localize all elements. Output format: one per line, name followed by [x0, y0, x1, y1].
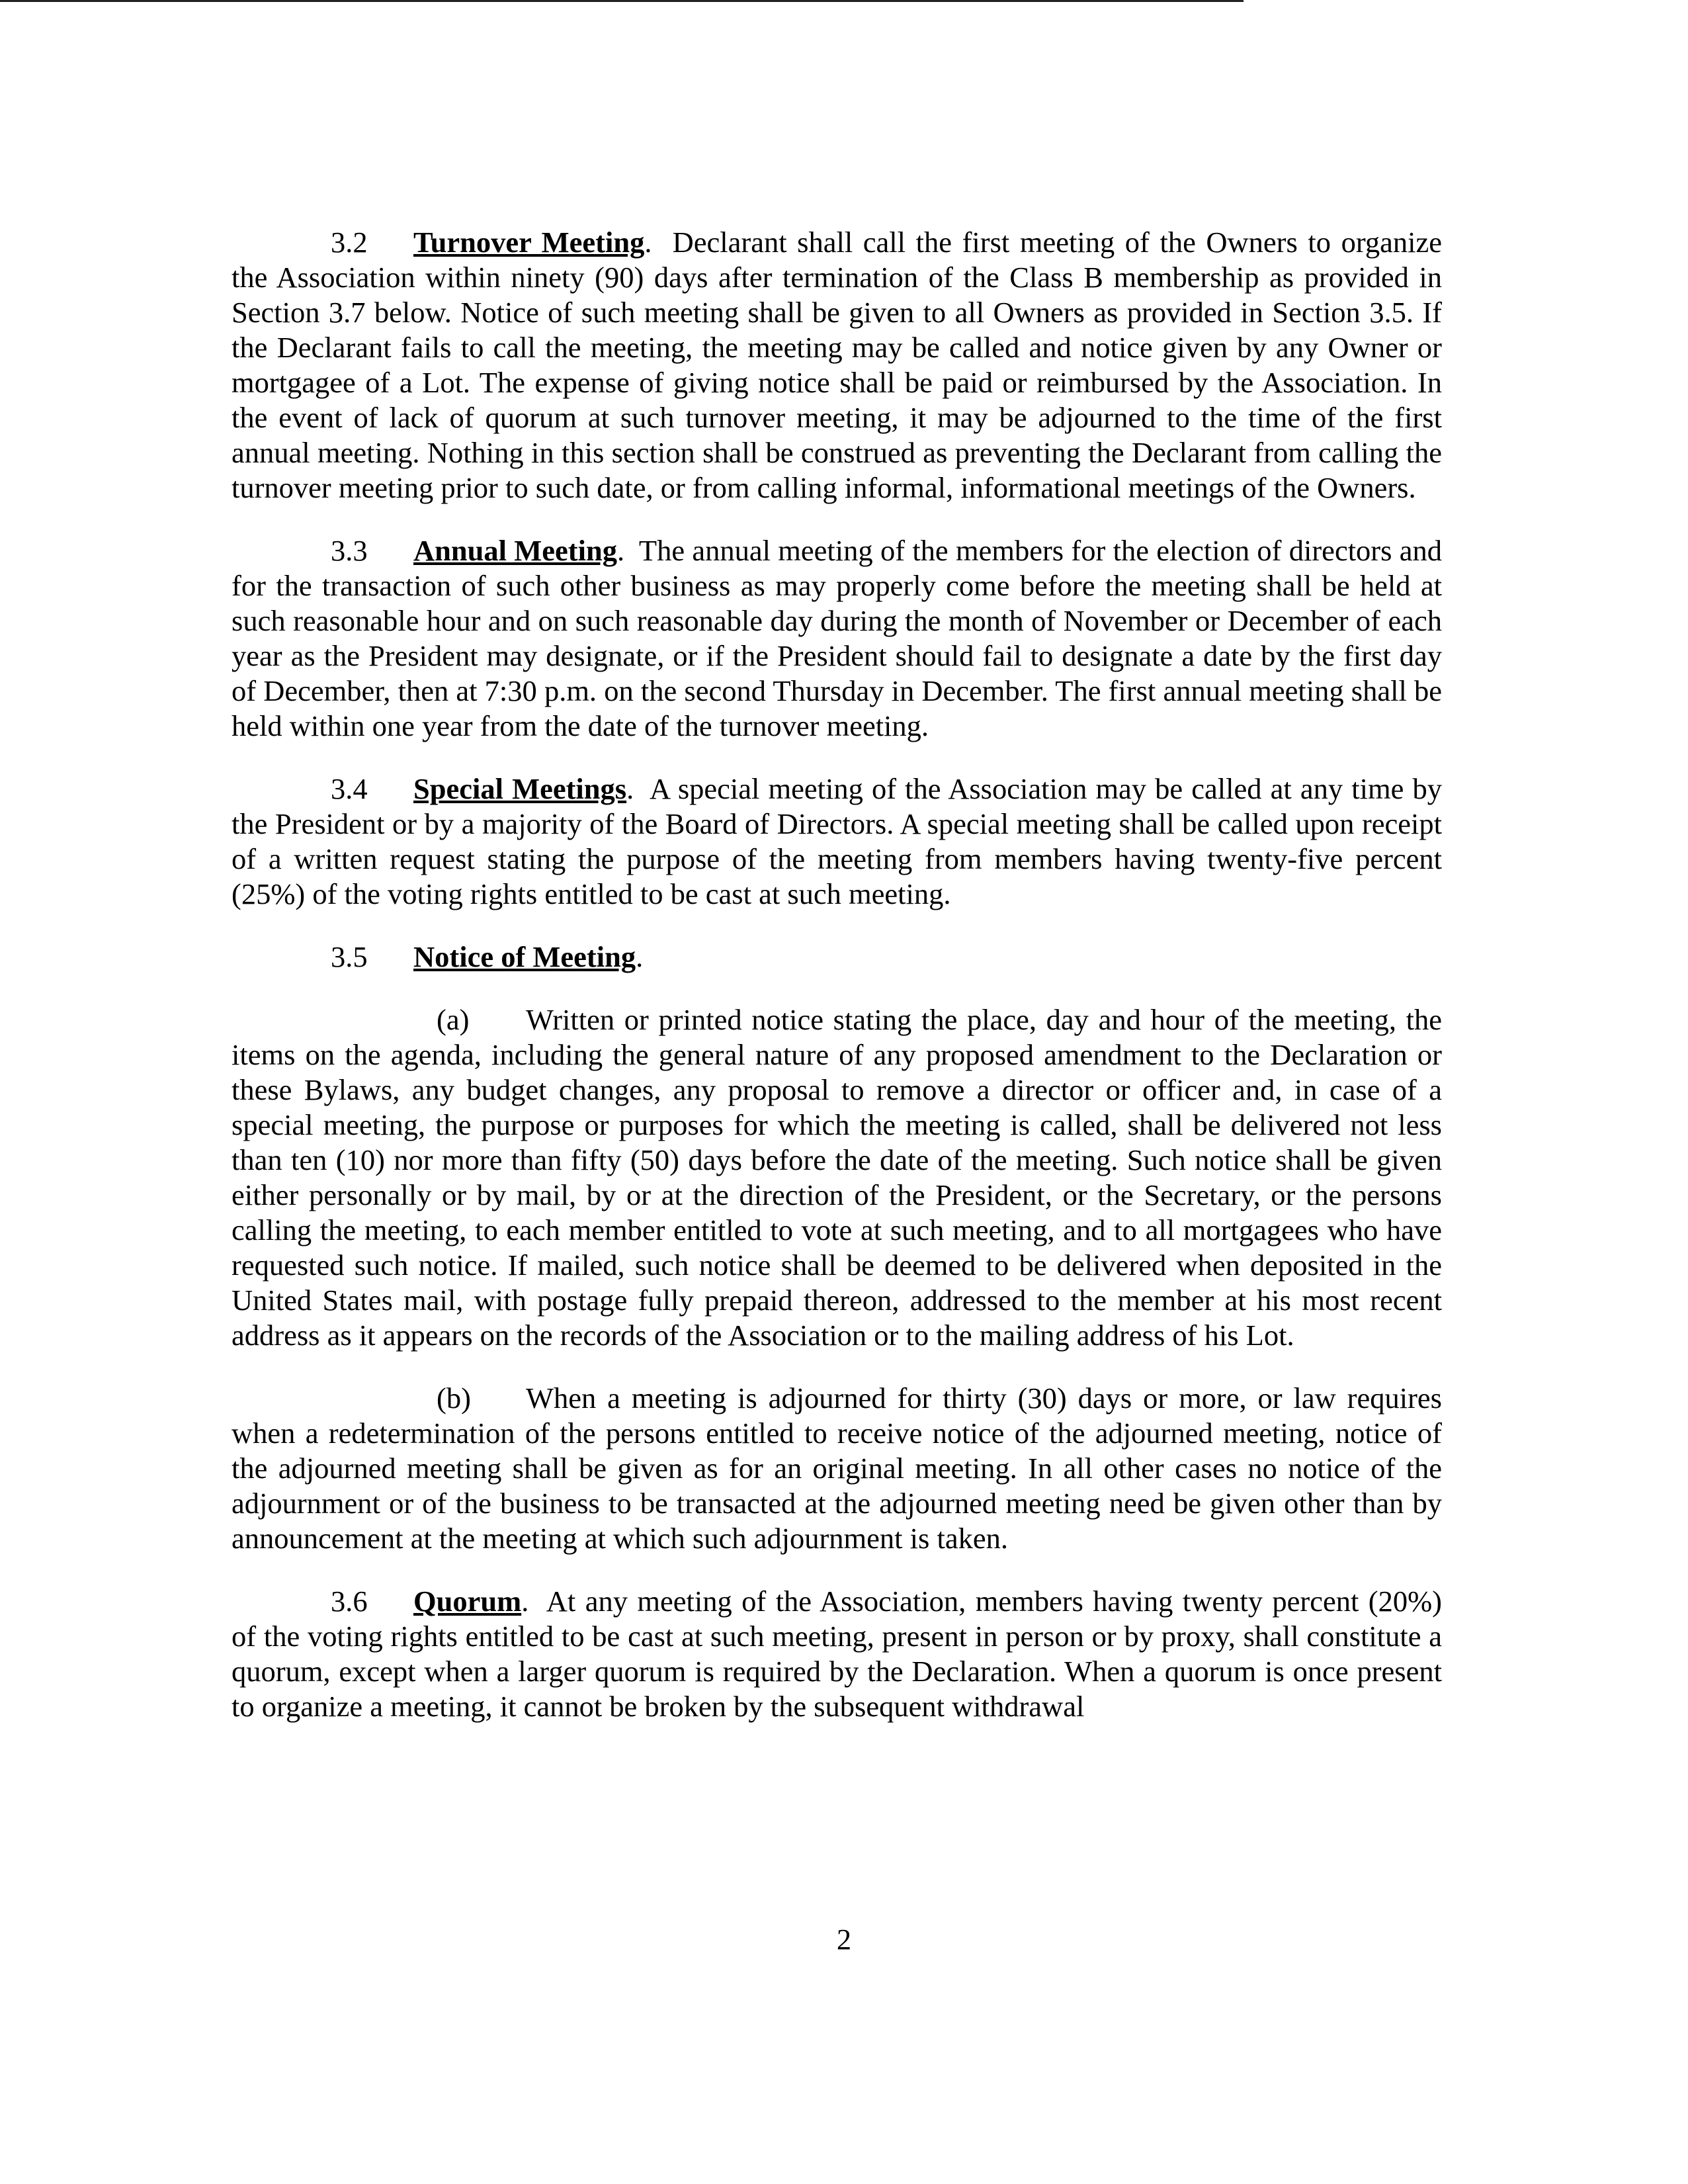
section-title: Turnover Meeting	[413, 226, 645, 259]
section-title: Notice of Meeting	[413, 940, 636, 973]
section-number: 3.6	[331, 1585, 368, 1618]
subsection-body: Written or printed notice stating the place, day and hour of the meeting, the items on the agenda, including the general nature of any proposed amendment to the Declaration or these Bylaws, any budget changes, any proposal to remove a director or officer and, in case of a special meeting, the purpose or purposes for which the meeting is called, shall be delivered not less than ten (10) nor more than fifty (50) days before the date of the meeting. Such notice shall be given either personally or by mail, by or at the direction of the President, or the Secretary, or the persons calling the meeting, to each member entitled to vote at such meeting, and to all mortgagees who have requested such notice. If mailed, such notice shall be deemed to be delivered when deposited in the United States mail, with postage fully prepaid thereon, addressed to the member at his most recent address as it appears on the records of the Association or to the mailing address of his Lot.	[232, 1003, 1442, 1352]
page-number: 2	[836, 1923, 852, 1956]
section-number: 3.5	[331, 940, 368, 973]
section-body: The annual meeting of the members for the election of directors and for the transaction of such other business as may properly come before the meeting shall be held at such reasonable hour and on such reasonable day during the month of November or December of each year as the President may designate, or if the President should fail to designate a date by the first day of December, then at 7:30 p.m. on the second Thursday in December. The first annual meeting shall be held within one year from the date of the turnover meeting.	[232, 534, 1442, 742]
section-3-3: 3.3 Annual Meeting. The annual meeting of the members for the election of directors and for the transaction of such other business as may properly come before the meeting shall be held at such reasonable hour and on such reasonable day during the month of November or December of each year as the President may designate, or if the President should fail to designate a date by the first day of December, then at 7:30 p.m. on the second Thursday in December. The first annual meeting shall be held within one year from the date of the turnover meeting.	[232, 534, 1442, 742]
section-title: Special Meetings	[413, 772, 627, 805]
document-page	[232, 225, 1442, 1752]
section-3-6: 3.6 Quorum. At any meeting of the Association, members having twenty percent (20%) of the voting rights entitled to be cast at such meeting, present in person or by proxy, shall constitute a quorum, except when a larger quorum is required by the Declaration. When a quorum is once present to organize a meeting, it cannot be broken by the subsequent withdrawal	[232, 1585, 1442, 1723]
section-number: 3.4	[331, 772, 368, 805]
section-number: 3.2	[331, 226, 368, 259]
section-body: Declarant shall call the first meeting of the Owners to organize the Association within ninety (90) days after termination of the Class B membership as provided in Section 3.7 below. Notice of such meeting shall be given to all Owners as provided in Section 3.5. If the Declarant fails to call the meeting, the meeting may be called and notice given by any Owner or mortgagee of a Lot. The expense of giving notice shall be paid or reimbursed by the Association. In the event of lack of quorum at such turnover meeting, it may be adjourned to the time of the first annual meeting. Nothing in this section shall be construed as preventing the Declarant from calling the turnover meeting prior to such date, or from calling informal, informational meetings of the Owners.	[232, 226, 1442, 504]
subsection-b	[232, 1381, 1442, 1556]
section-3-5-heading: 3.5 Notice of Meeting.	[331, 940, 644, 973]
section-3-2: 3.2 Turnover Meeting. Declarant shall call the first meeting of the Owners to organize the Association within ninety (90) days after termination of the Class B membership as provided in Section 3.7 below. Notice of such meeting shall be given to all Owners as provided in Section 3.5. If the Declarant fails to call the meeting, the meeting may be called and notice given by any Owner or mortgagee of a Lot. The expense of giving notice shall be paid or reimbursed by the Association. In the event of lack of quorum at such turnover meeting, it may be adjourned to the time of the first annual meeting. Nothing in this section shall be construed as preventing the Declarant from calling the turnover meeting prior to such date, or from calling informal, informational meetings of the Owners.	[232, 226, 1442, 504]
section-body: At any meeting of the Association, members having twenty percent (20%) of the voting rights entitled to be cast at such meeting, present in person or by proxy, shall constitute a quorum, except when a larger quorum is required by the Declaration. When a quorum is once present to organize a meeting, it cannot be broken by the subsequent withdrawal	[232, 1585, 1442, 1723]
section-number: 3.3	[331, 534, 368, 567]
section-title: Annual Meeting	[413, 534, 617, 567]
section-title: Quorum	[413, 1585, 522, 1618]
section-body: A special meeting of the Association may be called at any time by the President or by a majority of the Board of Directors. A special meeting shall be called upon receipt of a written request stating the purpose of the meeting from members having twenty-five percent (25%) of the voting rights entitled to be cast at such meeting.	[232, 772, 1442, 910]
section-3-4: 3.4 Special Meetings. A special meeting of the Association may be called at any time by the President or by a majority of the Board of Directors. A special meeting shall be called upon receipt of a written request stating the purpose of the meeting from members having twenty-five percent (25%) of the voting rights entitled to be cast at such meeting.	[232, 772, 1442, 910]
subsection-body: When a meeting is adjourned for thirty (30) days or more, or law requires when a redetermination of the persons entitled to receive notice of the adjourned meeting, notice of the adjourned meeting shall be given as for an original meeting. In all other cases no notice of the adjournment or of the business to be transacted at the adjourned meeting need be given other than by announcement at the meeting at which such adjournment is taken.	[232, 1381, 1442, 1555]
subsection-label: (a)	[437, 1003, 470, 1036]
subsection-a	[232, 1002, 1442, 1353]
subsection-label: (b)	[437, 1381, 471, 1415]
top-edge-rule	[0, 0, 1244, 2]
